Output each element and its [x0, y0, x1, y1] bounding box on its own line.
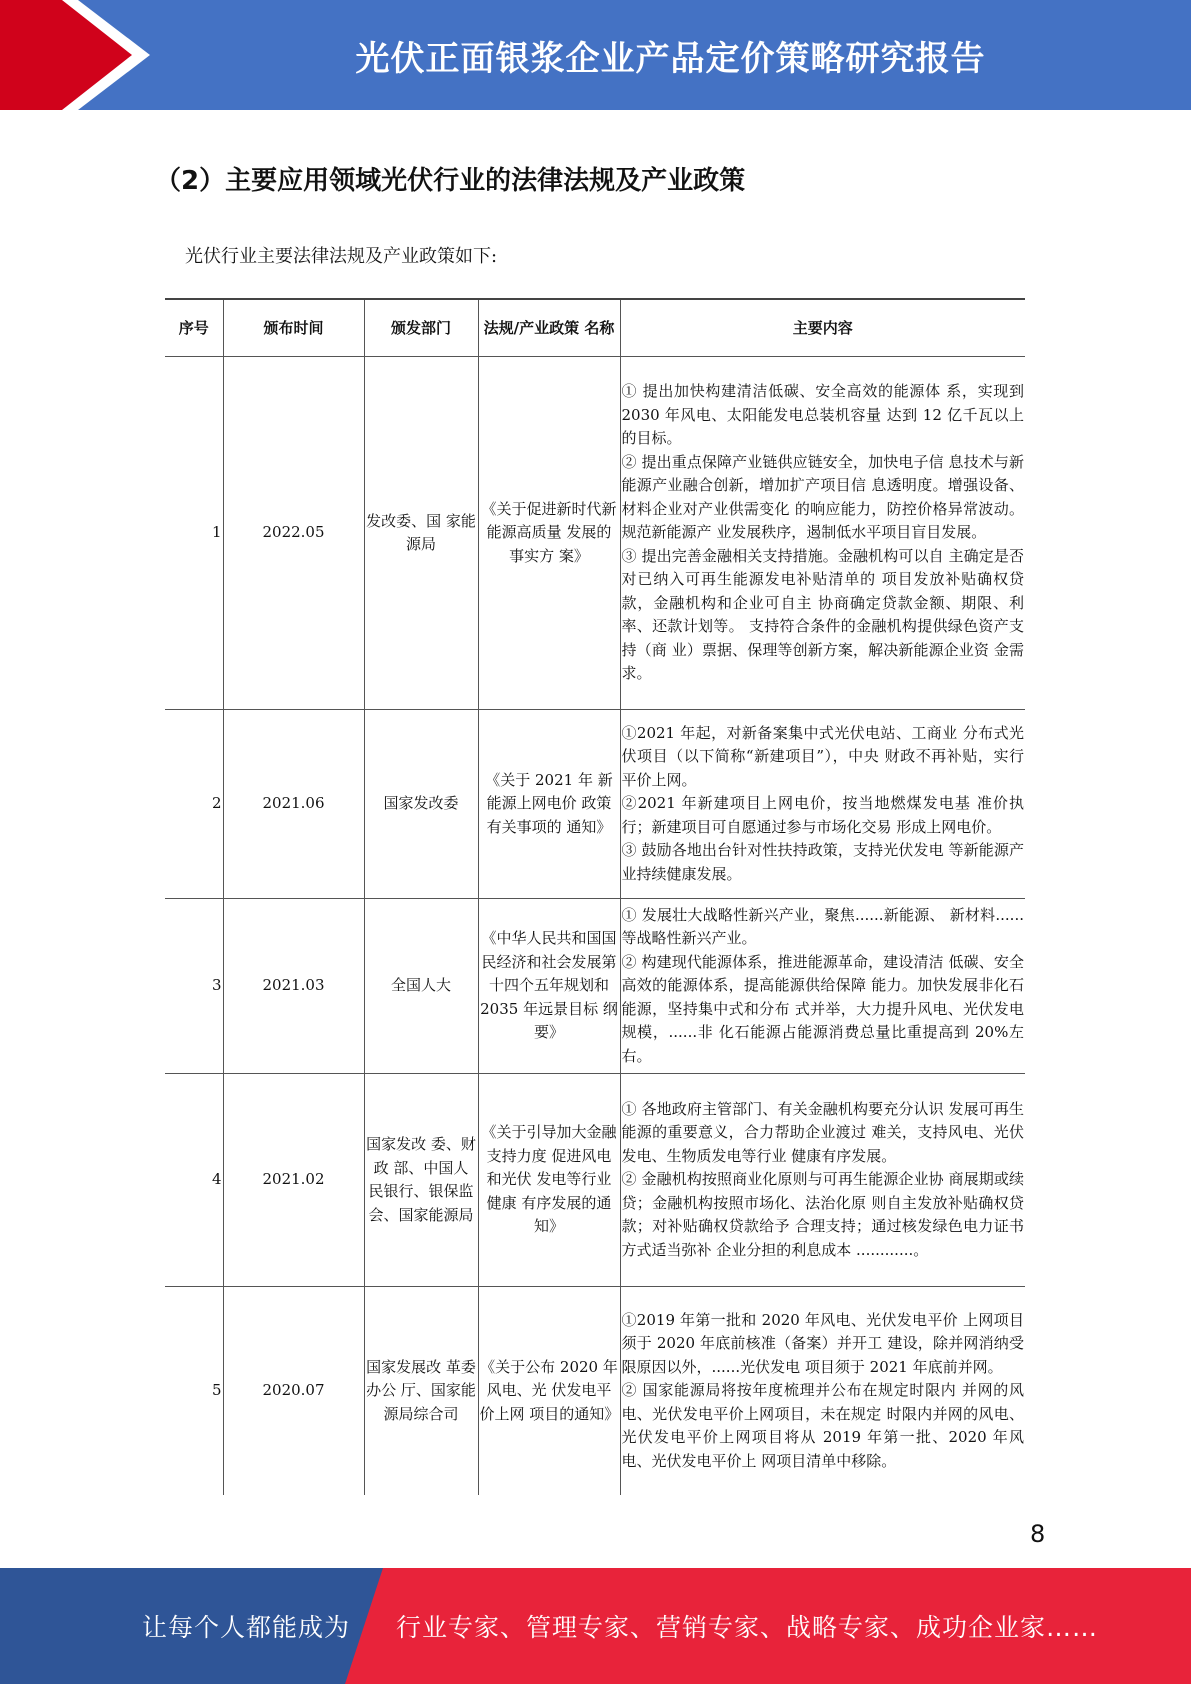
content-item: ①2021 年起，对新备案集中式光伏电站、工商业 分布式光伏项目（以下简称“新建项目”），中央 财政不再补贴，实行平价上网。 [621, 723, 1024, 789]
report-footer [0, 1568, 1191, 1684]
row-content [620, 1074, 1025, 1287]
table-row [165, 357, 1025, 710]
row-name: 《关于 2021 年 新能源上网电价 政策有关事项的 通知》 [478, 710, 620, 899]
table-row [165, 1074, 1025, 1287]
content-item: ② 提出重点保障产业链供应链安全，加快电子信 息技术与新能源产业融合创新，增加扩产项目信 息透明度。增强设备、材料企业对产业供需变化 的响应能力，防控价格异常波动。规范新能源产 业发展秩序，遏制低水平项目盲目发展。 [621, 452, 1024, 542]
section-heading: （2）主要应用领域光伏行业的法律法规及产业政策 [155, 166, 746, 196]
header-content: 主要内容 [620, 299, 1025, 357]
header-date: 颁布时间 [223, 299, 364, 357]
row-date: 2022.05 [223, 357, 364, 710]
row-dept: 发改委、国 家能源局 [364, 357, 478, 710]
header-arrow-decoration [0, 0, 150, 110]
header-no: 序号 [165, 299, 223, 357]
table-row [165, 899, 1025, 1074]
row-date: 2020.07 [223, 1287, 364, 1496]
page-number: 8 [1030, 1520, 1046, 1548]
row-date: 2021.02 [223, 1074, 364, 1287]
row-date: 2021.03 [223, 899, 364, 1074]
policy-table [165, 298, 1025, 1495]
footer-slogan-right: 行业专家、管理专家、营销专家、战略专家、成功企业家…… [396, 1613, 1099, 1642]
content-item: ② 国家能源局将按年度梳理并公布在规定时限内 并网的风电、光伏发电平价上网项目，未在规定 时限内并网的风电、光伏发电平价上网项目将从 2019 年第一批、2020 年风电、光伏发电平价上 网项目清单中移除。 [621, 1381, 1024, 1470]
report-title: 光伏正面银浆企业产品定价策略研究报告 [355, 38, 986, 79]
content-item: ② 金融机构按照商业化原则与可再生能源企业协 商展期或续贷；金融机构按照市场化、法治化原 则自主发放补贴确权贷款；对补贴确权贷款给予 合理支持；通过核发绿色电力证书方式适当弥补 企业分担的利息成本 ............。 [621, 1170, 1024, 1259]
header-dept: 颁发部门 [364, 299, 478, 357]
row-content [620, 1287, 1025, 1496]
row-name: 《关于引导加大金融支持力度 促进风电和光伏 发电等行业健康 有序发展的通 知》 [478, 1074, 620, 1287]
report-header [0, 0, 1191, 110]
table-row [165, 710, 1025, 899]
content-item: ①2019 年第一批和 2020 年风电、光伏发电平价 上网项目须于 2020 年底前核准（备案）并开工 建设，除并网消纳受限原因以外，......光伏发电 项目须于 2021 年底前并网。 [621, 1310, 1024, 1376]
row-name: 《中华人民共和国国民经济和社会发展第十四个五年规划和 2035 年远景目标 纲要》 [478, 899, 620, 1074]
header-name: 法规/产业政策 名称 [478, 299, 620, 357]
content-item: ②2021 年新建项目上网电价，按当地燃煤发电基 准价执行；新建项目可自愿通过参与市场化交易 形成上网电价。 [621, 794, 1024, 836]
content-item: ③ 提出完善金融相关支持措施。金融机构可以自 主确定是否对已纳入可再生能源发电补贴清单的 项目发放补贴确权贷款，金融机构和企业可自主 协商确定贷款金额、期限、利率、还款计划等。 支持符合条件的金融机构提供绿色资产支持（商 业）票据、保理等创新方案，解决新能源企业资 金需求。 [621, 546, 1024, 683]
row-content [620, 357, 1025, 710]
row-no: 5 [165, 1287, 223, 1496]
row-name: 《关于促进新时代新能源高质量 发展的事实方 案》 [478, 357, 620, 710]
row-no: 1 [165, 357, 223, 710]
row-content [620, 899, 1025, 1074]
intro-text: 光伏行业主要法律法规及产业政策如下: [185, 246, 498, 267]
row-dept: 国家发改 委、财政 部、中国人 民银行、银保监会、国家能源局 [364, 1074, 478, 1287]
row-date: 2021.06 [223, 710, 364, 899]
content-item: ① 发展壮大战略性新兴产业，聚焦......新能源、 新材料......等战略性新兴产业。 [621, 905, 1024, 948]
row-dept: 国家发改委 [364, 710, 478, 899]
row-no: 4 [165, 1074, 223, 1287]
row-name: 《关于公布 2020 年风电、光 伏发电平价上网 项目的通知》 [478, 1287, 620, 1496]
footer-slogan-left: 让每个人都能成为 [142, 1613, 351, 1642]
table-row [165, 1287, 1025, 1496]
row-no: 3 [165, 899, 223, 1074]
content-item: ② 构建现代能源体系，推进能源革命，建设清洁 低碳、安全高效的能源体系，提高能源供给保障 能力。加快发展非化石能源，坚持集中式和分布 式并举，大力提升风电、光伏发电规模，......非 化石能源占能源消费总量比重提高到 20%左右。 [621, 952, 1024, 1065]
content-item: ① 提出加快构建清洁低碳、安全高效的能源体 系，实现到 2030 年风电、太阳能发电总装机容量 达到 12 亿千瓦以上的目标。 [621, 382, 1024, 448]
row-no: 2 [165, 710, 223, 899]
content-item: ③ 鼓励各地出台针对性扶持政策，支持光伏发电 等新能源产业持续健康发展。 [621, 841, 1024, 883]
row-dept: 国家发展改 革委办公 厅、国家能 源局综合司 [364, 1287, 478, 1496]
content-item: ① 各地政府主管部门、有关金融机构要充分认识 发展可再生能源的重要意义，合力帮助企业渡过 难关，支持风电、光伏发电、生物质发电等行业 健康有序发展。 [621, 1099, 1024, 1165]
table-header-row [165, 299, 1025, 357]
row-content [620, 710, 1025, 899]
row-dept: 全国人大 [364, 899, 478, 1074]
